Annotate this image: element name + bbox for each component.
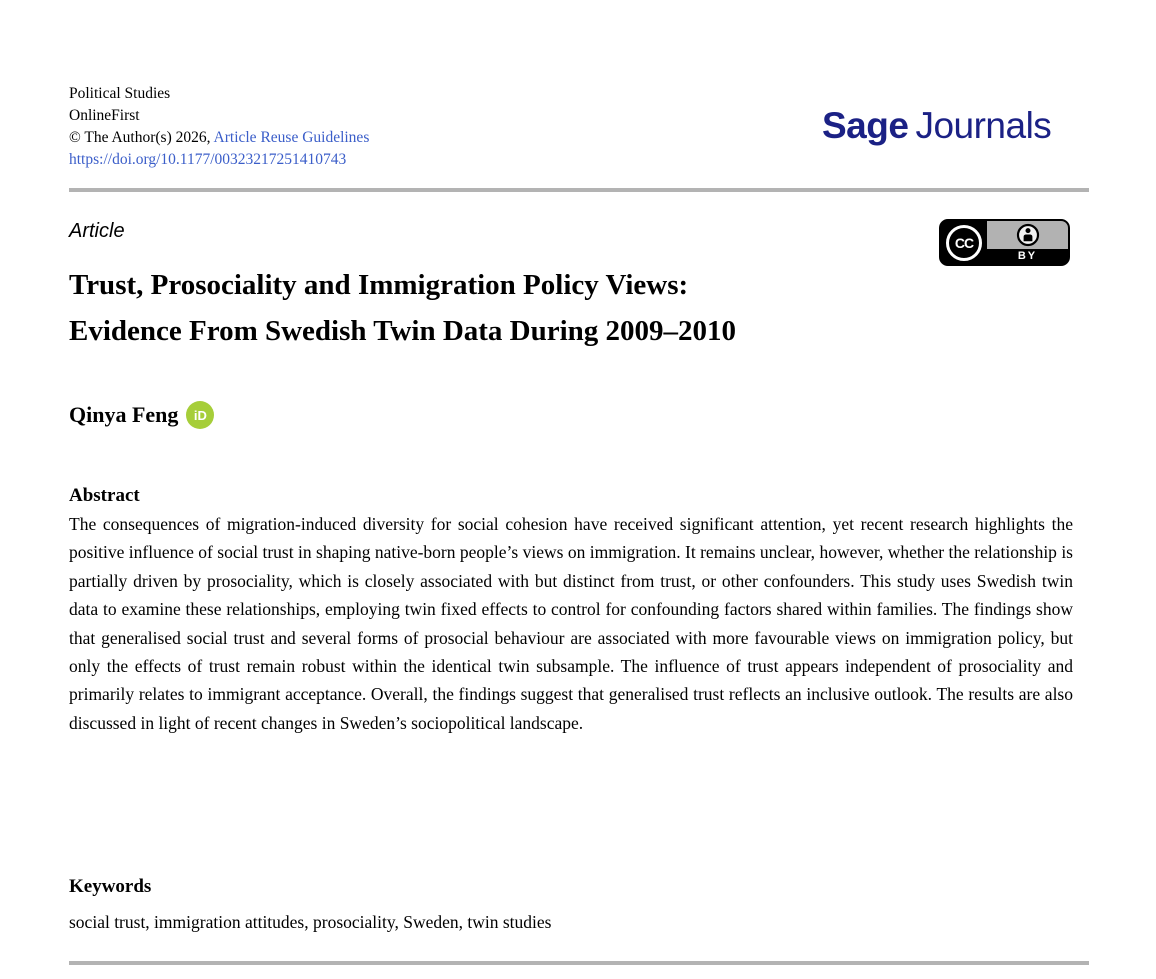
journals-logo-wordmark: Journals	[915, 105, 1052, 146]
abstract-text: The consequences of migration-induced diversity for social cohesion have received significant attention, yet recent research highlights the positive influence of social trust in shaping native-born people’s views on immigration. It remains unclear, however, whether the relationship is partially driven by prosociality, which is closely associated with but distinct from trust, or other confounders. This study uses Swedish twin data to examine these relationships, employing twin fixed effects to control for confounding factors shared within families. The findings show that generalised social trust and several forms of prosocial behaviour are associated with more favourable views on immigration policy, but only the effects of trust remain robust within the identical twin subsample. The influence of trust appears independent of prosociality and primarily relates to immigrant acceptance. Overall, the findings suggest that generalised trust reflects an inclusive outlook. The results are also discussed in light of recent changes in Sweden’s sociopolitical landscape.	[69, 514, 1073, 733]
by-label: BY	[987, 249, 1068, 264]
abstract-heading: Abstract	[69, 485, 140, 506]
journal-name: Political Studies	[69, 85, 171, 102]
sage-journals-logo[interactable]	[822, 104, 1051, 148]
header-divider	[69, 188, 1089, 192]
article-reuse-guidelines-link[interactable]: Article Reuse Guidelines	[213, 129, 370, 146]
article-type-label: Article	[69, 220, 125, 242]
copyright-line	[69, 127, 369, 149]
article-title	[69, 262, 1079, 354]
doi-line	[69, 149, 369, 171]
copyright-text: © The Author(s) 2026,	[69, 129, 214, 146]
attribution-person-icon	[987, 221, 1068, 249]
orcid-id-icon[interactable]	[186, 401, 214, 429]
footer-divider	[69, 961, 1089, 965]
keywords-heading: Keywords	[69, 876, 152, 897]
journal-edition: OnlineFirst	[69, 107, 140, 124]
sage-logo-wordmark: Sage	[822, 105, 909, 146]
author-row	[69, 401, 214, 429]
article-title-line2: Evidence From Swedish Twin Data During 2009–2010	[69, 315, 737, 347]
doi-link[interactable]: https://doi.org/10.1177/00323217251410743	[69, 151, 347, 168]
cc-logo-icon	[941, 221, 987, 264]
cc-circle-icon: CC	[946, 225, 982, 261]
article-title-line1: Trust, Prosociality and Immigration Policy Views:	[69, 269, 689, 301]
keywords-text: social trust, immigration attitudes, prosociality, Sweden, twin studies	[69, 912, 552, 932]
author-name: Qinya Feng	[69, 402, 179, 427]
cc-by-panel	[987, 221, 1068, 264]
cc-by-license-badge[interactable]	[939, 219, 1070, 266]
orcid-id-label: iD	[193, 407, 207, 423]
journal-meta	[69, 83, 369, 171]
